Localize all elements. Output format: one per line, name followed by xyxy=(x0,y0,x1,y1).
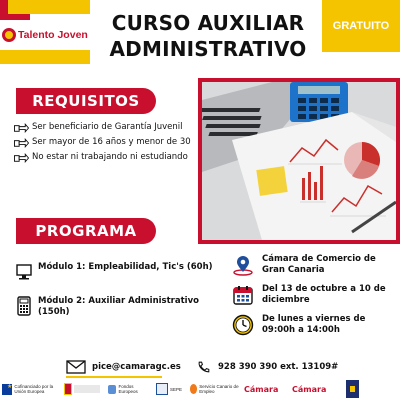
arrow-hand-icon xyxy=(14,153,29,163)
sce-logo xyxy=(190,384,240,394)
sepe-text: SEPE xyxy=(170,386,183,392)
camara-text-2: Cámara xyxy=(292,384,327,394)
corner-yellow-decoration xyxy=(8,0,90,14)
location-info xyxy=(232,254,392,276)
ministry-band xyxy=(74,385,100,393)
email-text[interactable]: pice@camaragc.es xyxy=(92,362,181,372)
logo-text: Talento Joven xyxy=(18,29,88,41)
module-1 xyxy=(16,262,216,282)
requisito-text: Ser mayor de 16 años y menor de 30 xyxy=(32,137,191,147)
sponsor-footer xyxy=(0,378,400,400)
requisitos-list xyxy=(14,122,192,167)
module-2 xyxy=(16,296,216,318)
schedule-text: De lunes a viernes de 09:00h a 14:00h xyxy=(262,314,366,335)
email-icon xyxy=(66,360,86,374)
camara-text-1: Cámara xyxy=(244,384,279,394)
fondos-europeos-mark-icon xyxy=(108,385,116,394)
page-title xyxy=(96,10,320,62)
email-contact[interactable] xyxy=(66,360,181,374)
phone-icon xyxy=(196,360,212,374)
arrow-hand-icon xyxy=(14,138,29,148)
title-line-1: CURSO AUXILIAR xyxy=(111,11,305,35)
phone-text[interactable]: 928 390 390 ext. 13109# xyxy=(218,362,339,372)
camara-logo-1 xyxy=(244,384,288,394)
calendar-icon xyxy=(232,284,254,306)
location-pin-icon xyxy=(232,254,254,276)
phone-contact[interactable] xyxy=(196,360,338,374)
sce-text: Servicio Canario de Empleo xyxy=(199,384,239,394)
location-text: Cámara de Comercio de Gran Canaria xyxy=(262,254,376,275)
fondos-europeos-logo xyxy=(108,384,152,394)
list-item xyxy=(14,122,192,133)
dates-info xyxy=(232,284,392,306)
computer-icon xyxy=(16,262,32,282)
camara-logo-2 xyxy=(292,384,336,394)
requisito-text: Ser beneficiario de Garantía Juvenil xyxy=(32,122,183,132)
talento-joven-logo-mark-icon xyxy=(2,28,16,42)
arrow-hand-icon xyxy=(14,123,29,133)
fondos-text: Fondos Europeos xyxy=(118,384,138,394)
calculator-icon xyxy=(16,296,32,316)
talento-joven-logo xyxy=(0,20,90,50)
clock-icon xyxy=(232,314,254,336)
office-desk-photo xyxy=(202,82,396,240)
eu-logo xyxy=(2,384,60,395)
yellow-band-decoration xyxy=(0,50,90,64)
module-2-text: Módulo 2: Auxiliar Administrativo (150h) xyxy=(38,296,199,317)
sepe-mark-icon xyxy=(156,383,168,395)
dates-text: Del 13 de octubre a 10 de diciembre xyxy=(262,284,386,305)
requisito-text: No estar ni trabajando ni estudiando xyxy=(32,152,188,162)
module-1-text: Módulo 1: Empleabilidad, Tic's (60h) xyxy=(38,262,213,272)
schedule-info xyxy=(232,314,392,336)
free-badge: GRATUITO xyxy=(322,0,400,52)
photo-frame xyxy=(198,78,400,244)
list-item xyxy=(14,152,192,163)
cabildo-crest-icon xyxy=(346,380,359,398)
sce-mark-icon xyxy=(190,384,197,394)
eu-text: Cofinanciado por la Unión Europea xyxy=(14,384,54,394)
programa-heading: PROGRAMA xyxy=(16,218,156,244)
list-item xyxy=(14,137,192,148)
title-line-2: ADMINISTRATIVO xyxy=(109,37,307,61)
eu-flag-icon xyxy=(2,384,12,395)
sepe-logo xyxy=(156,383,186,395)
spain-crest-icon xyxy=(64,383,72,395)
spain-government-logo xyxy=(64,383,104,395)
requisitos-heading: REQUISITOS xyxy=(16,88,156,114)
